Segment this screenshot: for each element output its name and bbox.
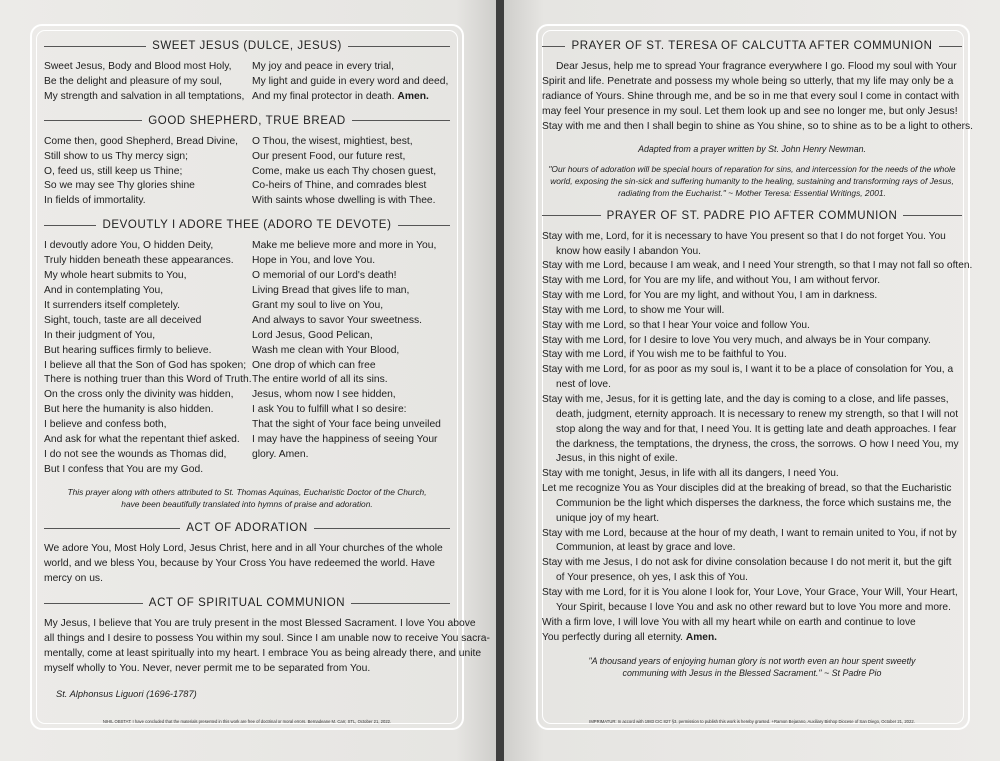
book-gutter [496, 0, 504, 761]
devoutly-adore-heading: DEVOUTLY I ADORE THEE (ADORO TE DEVOTE) [44, 219, 450, 231]
good-shepherd-heading: GOOD SHEPHERD, TRUE BREAD [44, 115, 450, 127]
padre-pio-prayer-heading: PRAYER OF ST. PADRE PIO AFTER COMMUNION [542, 210, 962, 222]
newman-adapted-note: Adapted from a prayer written by St. John Henry Newman. [638, 143, 866, 154]
list-item: Stay with me Lord, for You are my light, and without You, I am in darkness. [542, 290, 878, 302]
aquinas-note: This prayer along with others attributed to St. Thomas Aquinas, Eucharistic Doctor of the Church, have been beautifully translated into hymns of praise and adoration. [67, 486, 427, 509]
sweet-jesus-prayer: Sweet Jesus, Body and Blood most Holy, Be the delight and pleasure of my soul, My strength and salvation in all temptations, My joy and peace in every trial, My light and guide in every word and deed, And my final protector in death. Amen. [44, 61, 449, 102]
list-item: Stay with me Lord, for it is You alone I look for, Your Love, Your Grace, Your Will, Your Heart, Your Spirit, because I love You and ask no other reward but to love You more and more. [542, 586, 958, 613]
list-item: Stay with me tonight, Jesus, in life with all its dangers, I need You. [542, 468, 839, 480]
liguori-attribution: St. Alphonsus Liguori (1696-1787) [56, 688, 197, 699]
spiritual-communion-heading: ACT OF SPIRITUAL COMMUNION [44, 597, 450, 609]
padre-pio-quote: "A thousand years of enjoying human glory is not worth even an hour spent sweetly communing with Jesus in the Blessed Sacrament." ~ St Padre Pio [588, 656, 916, 679]
list-item: Stay with me Lord, because I am weak, and I need Your strength, so that I may not fall so often. [542, 260, 973, 272]
list-item: Stay with me Lord, to show me Your will. [542, 304, 725, 316]
padre-pio-prayer-text [542, 230, 973, 646]
act-of-adoration-text: We adore You, Most Holy Lord, Jesus Christ, here and in all Your churches of the whole world, and we bless You, because by Your Cross You have redeemed the world. Have mercy on us. [44, 543, 443, 585]
left-page [0, 0, 496, 761]
nihil-obstat-fine-print: NIHIL OBSTAT: I have concluded that the materials presented in this work are free of doctrinal or moral errors. Bernadeane M. Carr, STL, October 21, 2022. [102, 719, 392, 724]
list-item: With a firm love, I will love You with all my heart while on earth and continue to love [542, 616, 916, 628]
list-item: Stay with me Lord, because at the hour of my death, I want to remain united to You, if not by Communion, at least by grace and love. [542, 527, 957, 554]
list-item: Stay with me, Lord, for it is necessary to have You present so that I do not forget You. You know how easily I abandon You. [542, 230, 946, 257]
right-page-content [542, 40, 974, 724]
imprimatur-fine-print: IMPRIMATUR: In accord with 1983 CIC 827 §3, permission to publish this work is hereby granted. +Ramon Bejarano, Auxiliary Bishop Diocese of San Diego, October 21, 2022. [589, 719, 915, 724]
good-shepherd-prayer: Come then, good Shepherd, Bread Divine, Still show to us Thy mercy sign; O, feed us, still keep us Thine; So we may see Thy glories shine In fields of immortality. O Thou, the wisest, mightiest, best, Our present Food, our future rest, Come, make us each Thy chosen guest, Co-heirs of Thine, and comrades blest With saints whose dwelling is with Thee. [44, 135, 437, 207]
list-item: Stay with me Jesus, I do not ask for divine consolation because I do not merit it, but the gift of Your presence, oh yes, I ask this of You. [542, 557, 952, 584]
sweet-jesus-heading: SWEET JESUS (DULCE, JESUS) [44, 40, 450, 52]
list-item: You perfectly during all eternity. Amen. [542, 631, 717, 643]
list-item: Stay with me, Jesus, for it is getting late, and the day is coming to a close, and life passes, death, judgment, eternity approach. It is necessary to renew my strength, so that I will not stop along the way and for that, I need You. It is getting late and death approaches. I fear the darkness, the temptations, the dryness, the cross, the sorrows. O how I need You, my Jesus, in this night of exile. [542, 394, 959, 465]
list-item: Stay with me Lord, if You wish me to be faithful to You. [542, 349, 787, 361]
list-item: Stay with me Lord, for as poor as my soul is, I want it to be a place of consolation for You, a nest of love. [542, 364, 954, 391]
teresa-prayer-heading: PRAYER OF ST. TERESA OF CALCUTTA AFTER COMMUNION [542, 40, 962, 52]
list-item: Let me recognize You as Your disciples did at the breaking of bread, so that the Eucharistic Communion be the light which disperses the darkness, the force which sustains me, the unique joy of my heart. [542, 483, 952, 524]
teresa-prayer-text: Dear Jesus, help me to spread Your fragrance everywhere I go. Flood my soul with Your Spirit and life. Penetrate and possess my whole being so utterly, that my life may only be a radiance of Yours. Shine through me, and be so in me that every soul I come in contact with may feel Your presence in my soul. Let them look up and see no longer me, but only Jesus! Stay with me and then I shall begin to shine as You shine, so to shine as to be a light to others. [542, 61, 974, 132]
left-page-content [44, 40, 490, 724]
right-page [504, 0, 1000, 761]
act-of-adoration-heading: ACT OF ADORATION [44, 522, 450, 534]
mother-teresa-quote: "Our hours of adoration will be special hours of reparation for sins, and intercession for the needs of the whole world, exposing the sin-sick and suffering humanity to the healing, sustaining and transforming rays of Jesus, radiating from the Eucharist." ~ Mother Teresa: Essential Writings, 2001. [548, 164, 956, 198]
list-item: Stay with me Lord, for I desire to love You very much, and always be in Your company. [542, 334, 931, 346]
list-item: Stay with me Lord, for You are my life, and without You, I am without fervor. [542, 275, 881, 287]
devoutly-adore-prayer: I devoutly adore You, O hidden Deity, Truly hidden beneath these appearances. My whole heart submits to You, And in contemplating You, It surrenders itself completely. Sight, touch, taste are all deceived In their judgment of You, But hearing suffices firmly to believe. I believe all that the Son of God has spoken; There is nothing truer than this Word of Truth. On the cross only the divinity was hidden, But here the humanity is also hidden. I believe and confess both, And ask for what the repentant thief asked. I do not see the wounds as Thomas did, But I confess that You are my God. Make me believe more and more in You, Hope in You, and love You. O memorial of our Lord's death! Living Bread that gives life to man, Grant my soul to live on You, And always to savor Your sweetness. Lord Jesus, Good Pelican, Wash me clean with Your Blood, One drop of which can free The entire world of all its sins. Jesus, whom now I see hidden, I ask You to fulfill what I so desire: That the sight of Your face being unveiled I may have the happiness of seeing Your glory. Amen. [44, 240, 441, 475]
spiritual-communion-text: My Jesus, I believe that You are truly present in the most Blessed Sacrament. I love You above all things and I desire to possess You within my soul. Since I am unable now to receive You sacra- mentally, come at least spiritually into my heart. I embrace You as being already there, and unite myself wholly to You. Never, never permit me to be separated from You. [44, 618, 490, 674]
list-item: Stay with me Lord, so that I hear Your voice and follow You. [542, 319, 810, 331]
